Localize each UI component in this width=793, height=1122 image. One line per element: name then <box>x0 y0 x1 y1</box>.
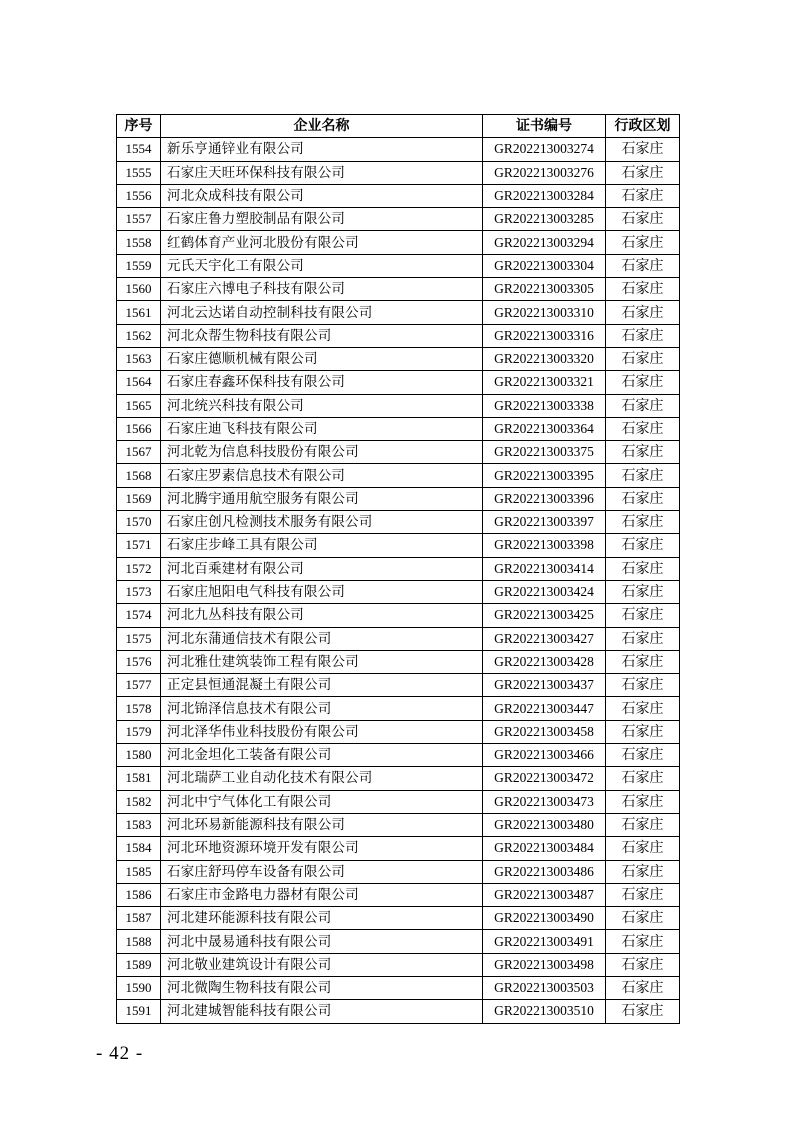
table-row <box>117 697 680 720</box>
table-row <box>117 907 680 930</box>
cell-seq: 1554 <box>117 138 161 161</box>
cell-company-name: 河北雅仕建筑装饰工程有限公司 <box>161 650 483 673</box>
cell-cert-number: GR202213003510 <box>483 1000 606 1023</box>
cell-company-name: 河北建城智能科技有限公司 <box>161 1000 483 1023</box>
table-row <box>117 487 680 510</box>
cell-region: 石家庄 <box>606 441 680 464</box>
header-region: 行政区划 <box>606 115 680 138</box>
cell-region: 石家庄 <box>606 674 680 697</box>
header-cert: 证书编号 <box>483 115 606 138</box>
cell-company-name: 河北锦泽信息技术有限公司 <box>161 697 483 720</box>
cell-cert-number: GR202213003498 <box>483 953 606 976</box>
cell-seq: 1561 <box>117 301 161 324</box>
table-row <box>117 837 680 860</box>
cell-seq: 1591 <box>117 1000 161 1023</box>
cell-seq: 1560 <box>117 278 161 301</box>
cell-company-name: 元氏天宇化工有限公司 <box>161 254 483 277</box>
cell-seq: 1563 <box>117 347 161 370</box>
cell-region: 石家庄 <box>606 184 680 207</box>
cell-region: 石家庄 <box>606 627 680 650</box>
table-row <box>117 534 680 557</box>
cell-cert-number: GR202213003321 <box>483 371 606 394</box>
cell-company-name: 河北乾为信息科技股份有限公司 <box>161 441 483 464</box>
table-row <box>117 184 680 207</box>
cell-region: 石家庄 <box>606 324 680 347</box>
cell-company-name: 河北统兴科技有限公司 <box>161 394 483 417</box>
cell-cert-number: GR202213003414 <box>483 557 606 580</box>
cell-company-name: 石家庄旭阳电气科技有限公司 <box>161 580 483 603</box>
table-row <box>117 976 680 999</box>
table-row <box>117 650 680 673</box>
cell-seq: 1569 <box>117 487 161 510</box>
cell-region: 石家庄 <box>606 580 680 603</box>
cell-region: 石家庄 <box>606 487 680 510</box>
table-row <box>117 394 680 417</box>
cell-seq: 1579 <box>117 720 161 743</box>
cell-cert-number: GR202213003466 <box>483 744 606 767</box>
table-row <box>117 557 680 580</box>
table-row <box>117 301 680 324</box>
cell-company-name: 河北中宁气体化工有限公司 <box>161 790 483 813</box>
cell-seq: 1566 <box>117 417 161 440</box>
cell-seq: 1562 <box>117 324 161 347</box>
cell-region: 石家庄 <box>606 557 680 580</box>
cell-cert-number: GR202213003274 <box>483 138 606 161</box>
cell-region: 石家庄 <box>606 860 680 883</box>
table-row <box>117 674 680 697</box>
cell-region: 石家庄 <box>606 976 680 999</box>
cell-company-name: 石家庄春鑫环保科技有限公司 <box>161 371 483 394</box>
cell-seq: 1581 <box>117 767 161 790</box>
cell-region: 石家庄 <box>606 254 680 277</box>
cell-region: 石家庄 <box>606 744 680 767</box>
cell-seq: 1578 <box>117 697 161 720</box>
cell-region: 石家庄 <box>606 208 680 231</box>
cell-cert-number: GR202213003310 <box>483 301 606 324</box>
cell-company-name: 河北百乘建材有限公司 <box>161 557 483 580</box>
cell-region: 石家庄 <box>606 231 680 254</box>
cell-cert-number: GR202213003486 <box>483 860 606 883</box>
table-row <box>117 790 680 813</box>
cell-cert-number: GR202213003484 <box>483 837 606 860</box>
cell-cert-number: GR202213003375 <box>483 441 606 464</box>
table-row <box>117 767 680 790</box>
cell-company-name: 石家庄创凡检测技术服务有限公司 <box>161 511 483 534</box>
table-row <box>117 627 680 650</box>
cell-cert-number: GR202213003437 <box>483 674 606 697</box>
cell-region: 石家庄 <box>606 417 680 440</box>
cell-region: 石家庄 <box>606 930 680 953</box>
cell-cert-number: GR202213003276 <box>483 161 606 184</box>
table-row <box>117 208 680 231</box>
cell-region: 石家庄 <box>606 371 680 394</box>
cell-seq: 1570 <box>117 511 161 534</box>
cell-seq: 1586 <box>117 883 161 906</box>
table-row <box>117 138 680 161</box>
cell-company-name: 石家庄罗素信息技术有限公司 <box>161 464 483 487</box>
cell-region: 石家庄 <box>606 1000 680 1023</box>
cell-region: 石家庄 <box>606 650 680 673</box>
table-row <box>117 254 680 277</box>
table-row <box>117 883 680 906</box>
cell-company-name: 河北泽华伟业科技股份有限公司 <box>161 720 483 743</box>
cell-cert-number: GR202213003320 <box>483 347 606 370</box>
cell-region: 石家庄 <box>606 813 680 836</box>
cell-company-name: 石家庄德顺机械有限公司 <box>161 347 483 370</box>
cell-company-name: 河北环地资源环境开发有限公司 <box>161 837 483 860</box>
cell-region: 石家庄 <box>606 534 680 557</box>
table-row <box>117 860 680 883</box>
table-body <box>117 138 680 1023</box>
header-seq: 序号 <box>117 115 161 138</box>
cell-company-name: 石家庄六博电子科技有限公司 <box>161 278 483 301</box>
cell-region: 石家庄 <box>606 511 680 534</box>
cell-cert-number: GR202213003428 <box>483 650 606 673</box>
cell-cert-number: GR202213003338 <box>483 394 606 417</box>
table-header-row <box>117 115 680 138</box>
cell-seq: 1556 <box>117 184 161 207</box>
cell-cert-number: GR202213003424 <box>483 580 606 603</box>
cell-cert-number: GR202213003503 <box>483 976 606 999</box>
cell-seq: 1567 <box>117 441 161 464</box>
cell-seq: 1574 <box>117 604 161 627</box>
cell-region: 石家庄 <box>606 464 680 487</box>
table-row <box>117 324 680 347</box>
cell-cert-number: GR202213003425 <box>483 604 606 627</box>
cell-seq: 1572 <box>117 557 161 580</box>
cell-seq: 1589 <box>117 953 161 976</box>
table-row <box>117 464 680 487</box>
cell-region: 石家庄 <box>606 720 680 743</box>
cell-cert-number: GR202213003294 <box>483 231 606 254</box>
cell-cert-number: GR202213003427 <box>483 627 606 650</box>
cell-cert-number: GR202213003491 <box>483 930 606 953</box>
table-row <box>117 720 680 743</box>
cell-company-name: 河北中晟易通科技有限公司 <box>161 930 483 953</box>
cell-seq: 1582 <box>117 790 161 813</box>
cell-company-name: 河北环易新能源科技有限公司 <box>161 813 483 836</box>
cell-company-name: 河北微陶生物科技有限公司 <box>161 976 483 999</box>
cell-cert-number: GR202213003395 <box>483 464 606 487</box>
cell-company-name: 河北建环能源科技有限公司 <box>161 907 483 930</box>
cell-company-name: 石家庄舒玛停车设备有限公司 <box>161 860 483 883</box>
cell-seq: 1576 <box>117 650 161 673</box>
table-row <box>117 278 680 301</box>
cell-region: 石家庄 <box>606 161 680 184</box>
cell-company-name: 河北云达诺自动控制科技有限公司 <box>161 301 483 324</box>
cell-seq: 1583 <box>117 813 161 836</box>
cell-seq: 1557 <box>117 208 161 231</box>
enterprise-table <box>116 114 680 1024</box>
cell-seq: 1587 <box>117 907 161 930</box>
header-name: 企业名称 <box>161 115 483 138</box>
cell-company-name: 河北众帮生物科技有限公司 <box>161 324 483 347</box>
cell-company-name: 河北瑞萨工业自动化技术有限公司 <box>161 767 483 790</box>
cell-company-name: 河北敬业建筑设计有限公司 <box>161 953 483 976</box>
table-row <box>117 953 680 976</box>
cell-company-name: 石家庄迪飞科技有限公司 <box>161 417 483 440</box>
cell-region: 石家庄 <box>606 278 680 301</box>
cell-company-name: 石家庄天旺环保科技有限公司 <box>161 161 483 184</box>
cell-seq: 1585 <box>117 860 161 883</box>
table-row <box>117 347 680 370</box>
table-row <box>117 161 680 184</box>
table-row <box>117 1000 680 1023</box>
cell-seq: 1573 <box>117 580 161 603</box>
cell-cert-number: GR202213003473 <box>483 790 606 813</box>
cell-seq: 1555 <box>117 161 161 184</box>
cell-region: 石家庄 <box>606 790 680 813</box>
table-row <box>117 441 680 464</box>
cell-region: 石家庄 <box>606 883 680 906</box>
cell-seq: 1558 <box>117 231 161 254</box>
cell-cert-number: GR202213003364 <box>483 417 606 440</box>
cell-company-name: 河北腾宇通用航空服务有限公司 <box>161 487 483 510</box>
cell-cert-number: GR202213003490 <box>483 907 606 930</box>
cell-seq: 1565 <box>117 394 161 417</box>
cell-cert-number: GR202213003305 <box>483 278 606 301</box>
cell-region: 石家庄 <box>606 697 680 720</box>
table-row <box>117 930 680 953</box>
table-row <box>117 580 680 603</box>
cell-cert-number: GR202213003472 <box>483 767 606 790</box>
cell-seq: 1575 <box>117 627 161 650</box>
cell-seq: 1577 <box>117 674 161 697</box>
enterprise-table-container <box>116 114 679 1024</box>
cell-region: 石家庄 <box>606 767 680 790</box>
cell-company-name: 河北东蒲通信技术有限公司 <box>161 627 483 650</box>
cell-seq: 1580 <box>117 744 161 767</box>
cell-cert-number: GR202213003397 <box>483 511 606 534</box>
cell-company-name: 河北九丛科技有限公司 <box>161 604 483 627</box>
cell-region: 石家庄 <box>606 604 680 627</box>
cell-cert-number: GR202213003316 <box>483 324 606 347</box>
table-row <box>117 604 680 627</box>
page-number: - 42 - <box>96 1043 144 1064</box>
cell-cert-number: GR202213003458 <box>483 720 606 743</box>
cell-company-name: 石家庄市金路电力器材有限公司 <box>161 883 483 906</box>
cell-region: 石家庄 <box>606 953 680 976</box>
cell-region: 石家庄 <box>606 394 680 417</box>
table-row <box>117 511 680 534</box>
cell-cert-number: GR202213003284 <box>483 184 606 207</box>
table-row <box>117 744 680 767</box>
cell-company-name: 河北众成科技有限公司 <box>161 184 483 207</box>
cell-company-name: 红鹤体育产业河北股份有限公司 <box>161 231 483 254</box>
cell-region: 石家庄 <box>606 907 680 930</box>
table-row <box>117 813 680 836</box>
cell-seq: 1568 <box>117 464 161 487</box>
cell-company-name: 正定县恒通混凝土有限公司 <box>161 674 483 697</box>
cell-region: 石家庄 <box>606 301 680 324</box>
cell-seq: 1590 <box>117 976 161 999</box>
cell-cert-number: GR202213003480 <box>483 813 606 836</box>
cell-cert-number: GR202213003396 <box>483 487 606 510</box>
cell-region: 石家庄 <box>606 138 680 161</box>
cell-company-name: 河北金坦化工装备有限公司 <box>161 744 483 767</box>
table-row <box>117 371 680 394</box>
cell-company-name: 石家庄鲁力塑胶制品有限公司 <box>161 208 483 231</box>
cell-region: 石家庄 <box>606 347 680 370</box>
cell-seq: 1559 <box>117 254 161 277</box>
cell-cert-number: GR202213003304 <box>483 254 606 277</box>
cell-seq: 1564 <box>117 371 161 394</box>
cell-cert-number: GR202213003285 <box>483 208 606 231</box>
cell-seq: 1584 <box>117 837 161 860</box>
cell-cert-number: GR202213003398 <box>483 534 606 557</box>
cell-region: 石家庄 <box>606 837 680 860</box>
cell-company-name: 石家庄步峰工具有限公司 <box>161 534 483 557</box>
cell-company-name: 新乐亨通锌业有限公司 <box>161 138 483 161</box>
cell-cert-number: GR202213003487 <box>483 883 606 906</box>
cell-seq: 1571 <box>117 534 161 557</box>
table-row <box>117 231 680 254</box>
cell-cert-number: GR202213003447 <box>483 697 606 720</box>
table-row <box>117 417 680 440</box>
cell-seq: 1588 <box>117 930 161 953</box>
